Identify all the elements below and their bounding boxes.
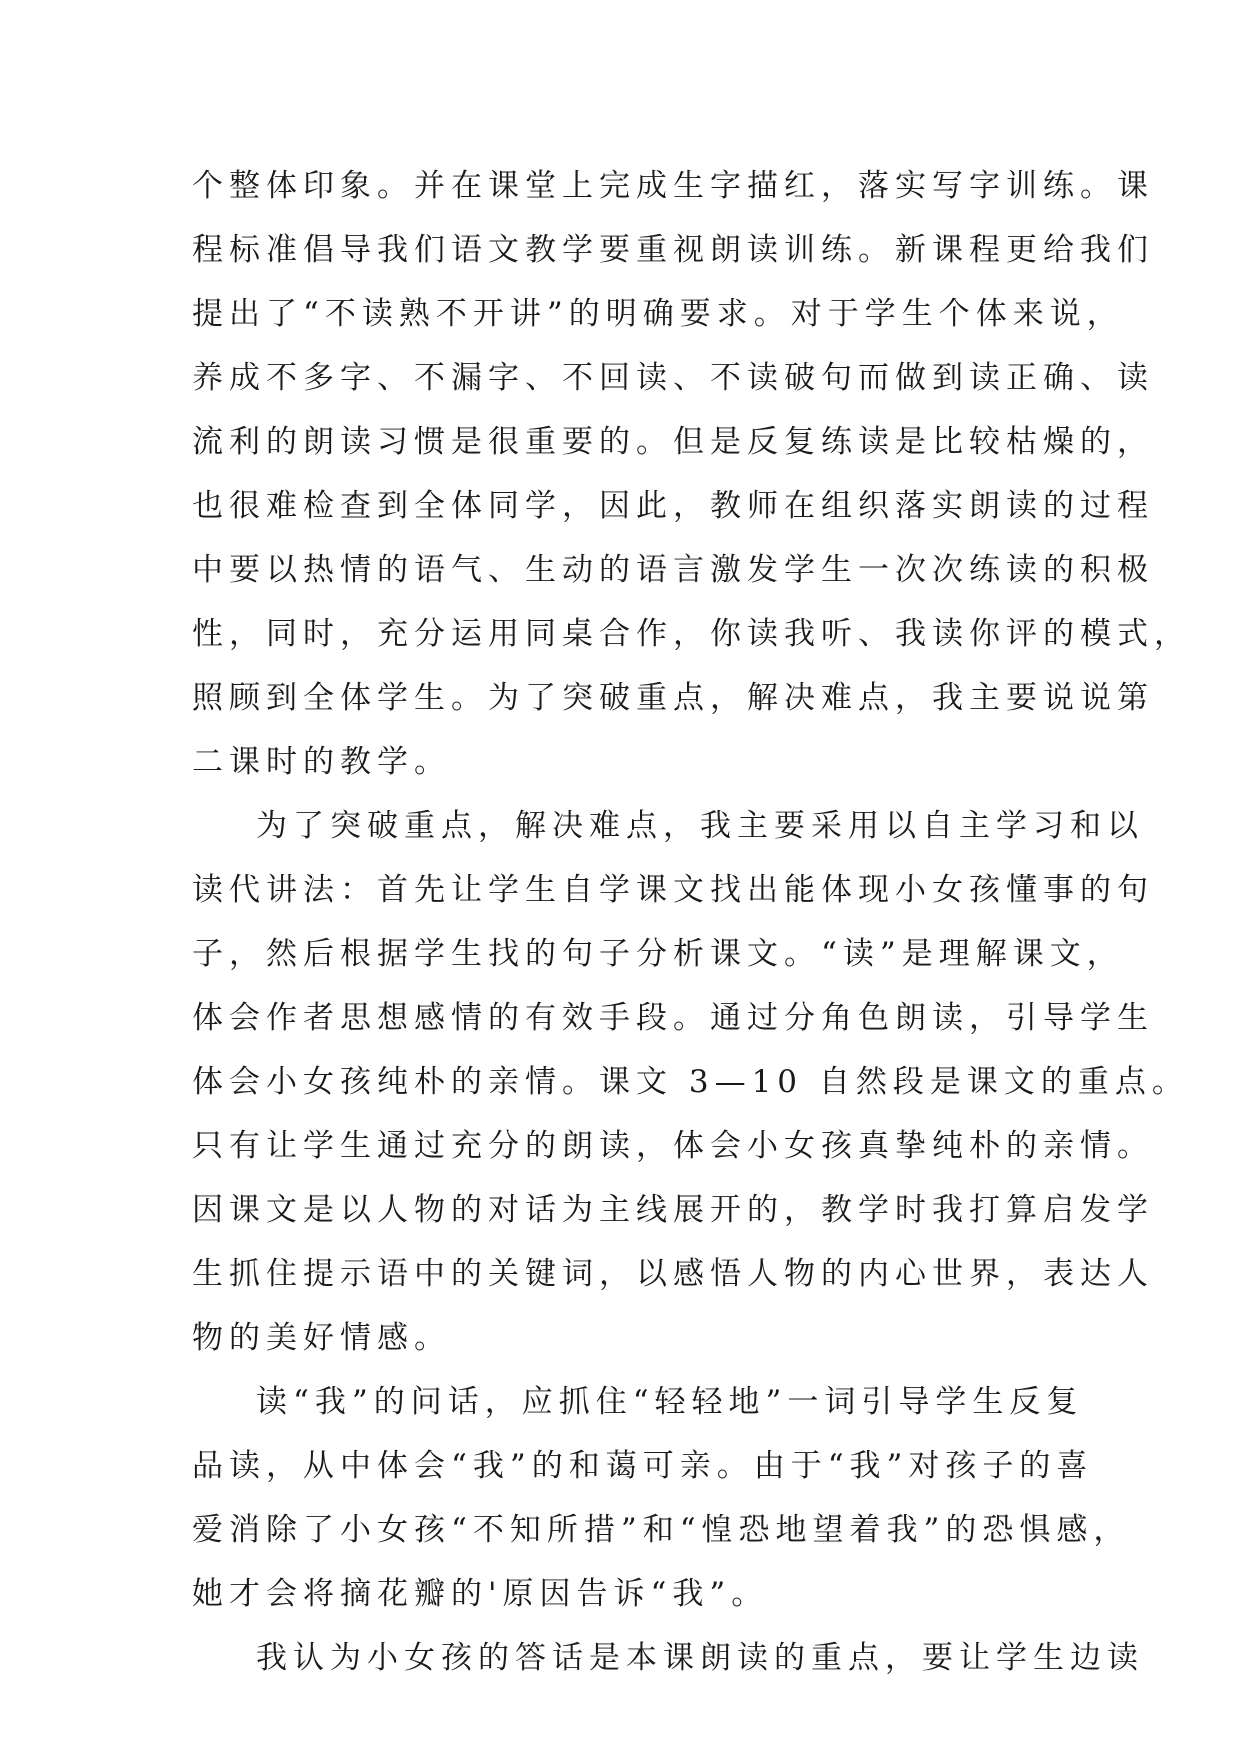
- text-line: 爱消除了小女孩“不知所措”和“惶恐地望着我”的恐惧感，: [192, 1512, 1131, 1548]
- text-line: 二课时的教学。: [192, 744, 451, 780]
- text-line: 品读，从中体会“我”的和蔼可亲。由于“我”对孩子的喜: [192, 1448, 1094, 1484]
- text-line: 读代讲法：首先让学生自学课文找出能体现小女孩懂事的句: [192, 872, 1154, 908]
- text-line: 个整体印象。并在课堂上完成生字描红，落实写字训练。课: [192, 168, 1154, 204]
- paragraph-first-line: 读“我”的问话，应抓住“轻轻地”一词引导学生反复: [256, 1384, 1084, 1420]
- text-line: 只有让学生通过充分的朗读，体会小女孩真挚纯朴的亲情。: [192, 1128, 1154, 1164]
- text-line: 生抓住提示语中的关键词，以感悟人物的内心世界，表达人: [192, 1256, 1154, 1292]
- text-line: 性，同时，充分运用同桌合作，你读我听、我读你评的模式，: [192, 616, 1191, 652]
- text-line: 也很难检查到全体同学，因此，教师在组织落实朗读的过程: [192, 488, 1154, 524]
- text-line: 体会小女孩纯朴的亲情。课文 3—10 自然段是课文的重点。: [192, 1064, 1189, 1100]
- text-line: 子，然后根据学生找的句子分析课文。“读”是理解课文，: [192, 936, 1124, 972]
- paragraph-first-line: 为了突破重点，解决难点，我主要采用以自主学习和以: [256, 808, 1144, 844]
- text-line: 提出了“不读熟不开讲”的明确要求。对于学生个体来说，: [192, 296, 1124, 332]
- text-line: 流利的朗读习惯是很重要的。但是反复练读是比较枯燥的，: [192, 424, 1154, 460]
- text-line: 中要以热情的语气、生动的语言激发学生一次次练读的积极: [192, 552, 1154, 588]
- text-line: 体会作者思想感情的有效手段。通过分角色朗读，引导学生: [192, 1000, 1154, 1036]
- paragraph-first-line: 我认为小女孩的答话是本课朗读的重点，要让学生边读: [256, 1640, 1144, 1676]
- text-line: 因课文是以人物的对话为主线展开的，教学时我打算启发学: [192, 1192, 1154, 1228]
- text-line: 物的美好情感。: [192, 1320, 451, 1356]
- text-line: 养成不多字、不漏字、不回读、不读破句而做到读正确、读: [192, 360, 1154, 396]
- text-line: 照顾到全体学生。为了突破重点，解决难点，我主要说说第: [192, 680, 1154, 716]
- text-line: 她才会将摘花瓣的'原因告诉“我”。: [192, 1576, 769, 1612]
- text-line: 程标准倡导我们语文教学要重视朗读训练。新课程更给我们: [192, 232, 1154, 268]
